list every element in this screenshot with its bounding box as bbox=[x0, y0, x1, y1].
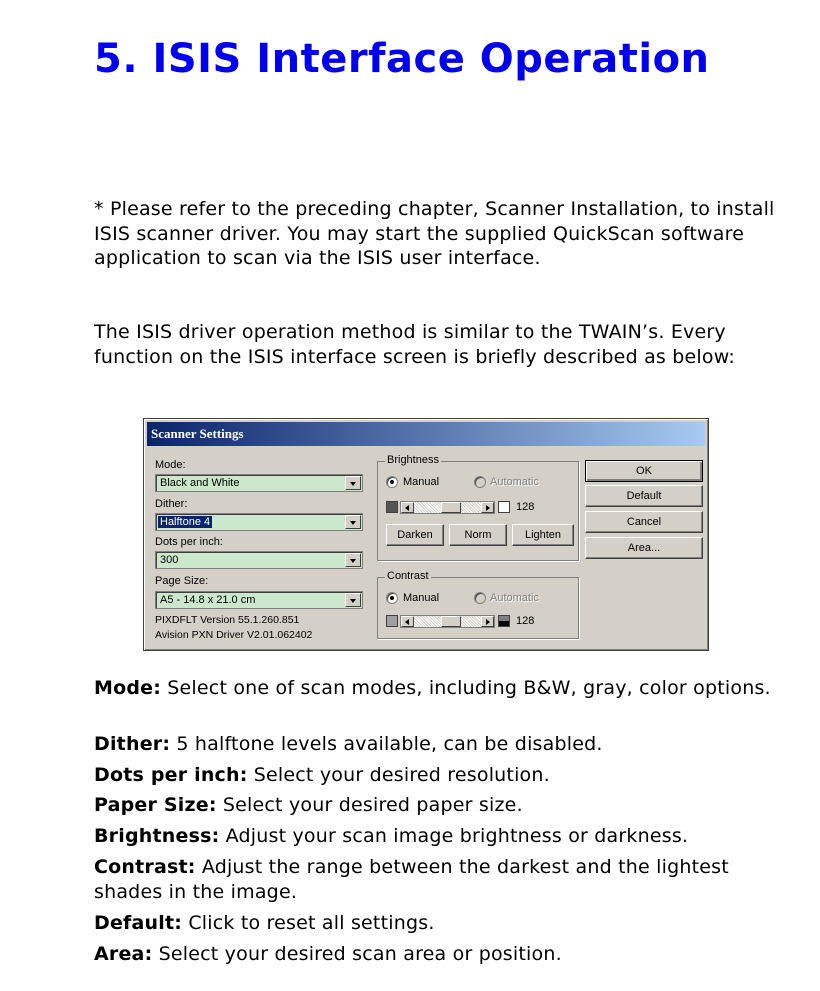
definition-term: Area: bbox=[94, 943, 153, 965]
contrast-manual-radio[interactable] bbox=[386, 592, 398, 604]
definition-text: Select one of scan modes, including B&W, gray, color options. bbox=[161, 677, 771, 699]
dither-select[interactable] bbox=[155, 513, 363, 531]
definition-text: Select your desired scan area or position. bbox=[152, 943, 562, 965]
darken-button[interactable]: Darken bbox=[386, 524, 444, 546]
definition-item bbox=[94, 732, 784, 757]
brightness-manual-label: Manual bbox=[403, 476, 440, 488]
chevron-down-icon[interactable] bbox=[345, 515, 361, 529]
page-size-label: Page Size: bbox=[155, 575, 209, 587]
definition-text: Adjust your scan image brightness or darkness. bbox=[219, 825, 689, 847]
dpi-select[interactable] bbox=[155, 551, 363, 569]
definition-item bbox=[94, 824, 784, 849]
page-title: 5. ISIS Interface Operation bbox=[94, 36, 710, 82]
definition-item bbox=[94, 911, 784, 936]
definition-item bbox=[94, 855, 784, 904]
chevron-down-icon[interactable] bbox=[345, 553, 361, 567]
page-size-select[interactable] bbox=[155, 591, 363, 609]
contrast-value: 128 bbox=[516, 615, 535, 627]
brightness-value: 128 bbox=[516, 501, 535, 513]
scroll-right-icon[interactable] bbox=[481, 502, 494, 513]
contrast-group-label: Contrast bbox=[387, 570, 429, 582]
dialog-title-bar: Scanner Settings bbox=[147, 422, 705, 446]
norm-button[interactable]: Norm bbox=[449, 524, 507, 546]
scroll-right-icon[interactable] bbox=[481, 616, 494, 627]
contrast-automatic-radio[interactable] bbox=[474, 592, 486, 604]
definition-text: Select your desired resolution. bbox=[247, 764, 550, 786]
definition-item bbox=[94, 793, 784, 818]
area-button[interactable]: Area... bbox=[585, 537, 703, 559]
definition-item bbox=[94, 763, 784, 788]
brightness-automatic-radio[interactable] bbox=[474, 476, 486, 488]
contrast-group bbox=[377, 570, 579, 639]
definition-text: Select your desired paper size. bbox=[216, 794, 523, 816]
brightness-manual-radio[interactable] bbox=[386, 476, 398, 488]
contrast-automatic-label: Automatic bbox=[490, 592, 539, 604]
definition-term: Paper Size: bbox=[94, 794, 217, 816]
driver-info: Avision PXN Driver V2.01.062402 bbox=[155, 629, 313, 641]
dark-swatch-icon bbox=[386, 501, 398, 513]
brightness-slider[interactable] bbox=[400, 501, 495, 514]
light-swatch-icon bbox=[498, 501, 510, 513]
default-button[interactable]: Default bbox=[585, 485, 703, 507]
scroll-left-icon[interactable] bbox=[401, 502, 414, 513]
low-contrast-icon bbox=[386, 615, 398, 627]
definition-text: Adjust the range between the darkest and the lightest shades in the image. bbox=[94, 856, 729, 903]
chevron-down-icon[interactable] bbox=[345, 593, 361, 607]
cancel-button[interactable]: Cancel bbox=[585, 511, 703, 533]
dither-value: Halftone 4 bbox=[160, 516, 211, 528]
version-info: PIXDFLT Version 55.1.260.851 bbox=[155, 614, 300, 626]
brightness-group bbox=[377, 454, 579, 561]
dpi-value: 300 bbox=[160, 554, 179, 566]
definition-term: Contrast: bbox=[94, 856, 196, 878]
ok-button[interactable]: OK bbox=[585, 460, 703, 482]
brightness-group-label: Brightness bbox=[387, 454, 439, 466]
definition-term: Dither: bbox=[94, 733, 171, 755]
scroll-left-icon[interactable] bbox=[401, 616, 414, 627]
definition-text: Click to reset all settings. bbox=[182, 912, 435, 934]
lighten-button[interactable]: Lighten bbox=[512, 524, 574, 546]
definition-term: Default: bbox=[94, 912, 183, 934]
contrast-manual-label: Manual bbox=[403, 592, 440, 604]
chevron-down-icon[interactable] bbox=[345, 476, 361, 490]
definition-text: 5 halftone levels available, can be disabled. bbox=[170, 733, 603, 755]
page-size-value: A5 - 14.8 x 21.0 cm bbox=[160, 594, 256, 606]
intro-paragraph-1: * Please refer to the preceding chapter, Scanner Installation, to install ISIS scanner driver. You may start the supplied QuickScan software application to scan via the ISIS user interface. bbox=[94, 198, 775, 269]
brightness-thumb[interactable] bbox=[441, 502, 461, 513]
mode-label: Mode: bbox=[155, 459, 186, 471]
contrast-slider[interactable] bbox=[400, 615, 495, 628]
high-contrast-icon bbox=[498, 615, 510, 627]
contrast-thumb[interactable] bbox=[441, 616, 461, 627]
dpi-label: Dots per inch: bbox=[155, 536, 223, 548]
definition-term: Brightness: bbox=[94, 825, 220, 847]
definition-term: Dots per inch: bbox=[94, 764, 248, 786]
brightness-automatic-label: Automatic bbox=[490, 476, 539, 488]
dither-label: Dither: bbox=[155, 498, 188, 510]
definition-item bbox=[94, 676, 784, 701]
definition-item bbox=[94, 942, 784, 967]
scanner-settings-dialog bbox=[143, 418, 709, 651]
definition-term: Mode: bbox=[94, 677, 162, 699]
mode-select[interactable] bbox=[155, 474, 363, 492]
mode-value: Black and White bbox=[160, 477, 240, 489]
intro-paragraph-2: The ISIS driver operation method is similar to the TWAIN’s. Every function on the ISIS interface screen is briefly described as below: bbox=[94, 321, 736, 368]
